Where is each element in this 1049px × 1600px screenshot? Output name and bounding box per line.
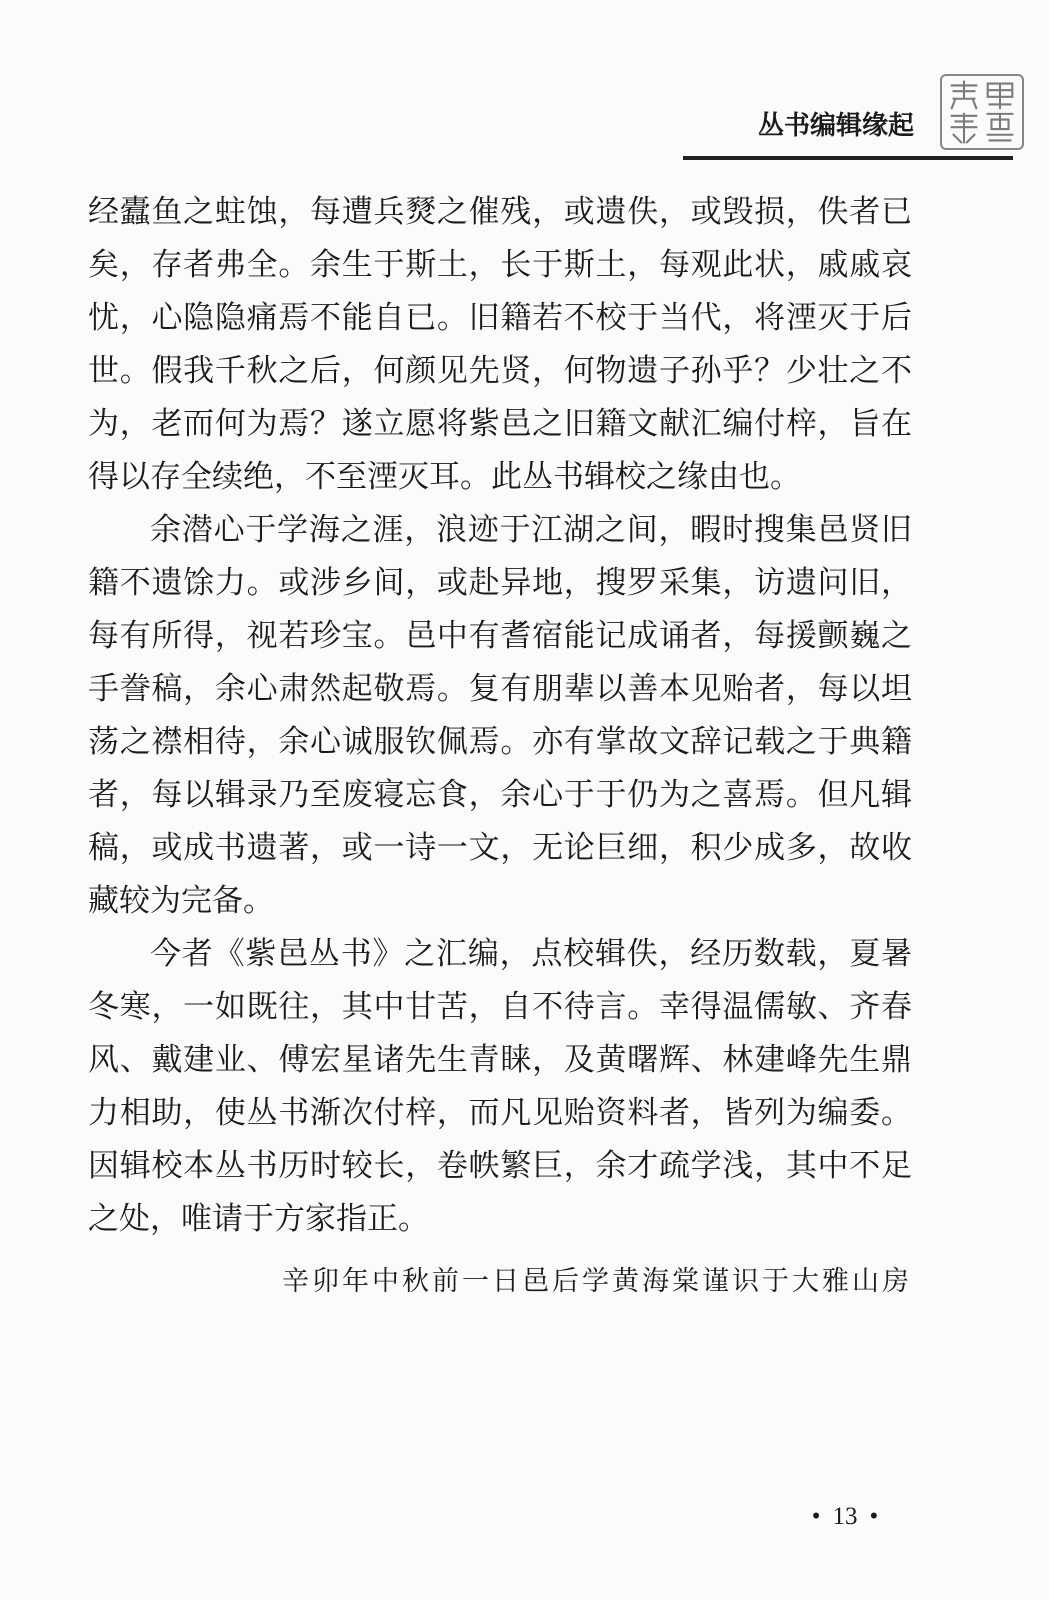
paragraph-1: 经蠹鱼之蛀蚀，每遭兵燹之催残，或遗佚，或毁损，佚者已矣，存者弗全。余生于斯土，长于斯土，每观此状，戚戚哀忧，心隐隐痛焉不能自已。旧籍若不校于当代，将湮灭于后世。假我千秋之后，何颜见先贤，何物遗子孙乎？少壮之不为，老而何为焉？遂立愿将紫邑之旧籍文献汇编付梓，旨在得以存全续绝，不至湮灭耳。此丛书辑校之缘由也。 [88,194,912,495]
paragraph-2: 余潜心于学海之涯，浪迹于江湖之间，暇时搜集邑贤旧籍不遗馀力。或涉乡间，或赴异地，搜罗采集，访遗问旧，每有所得，视若珍宝。邑中有耆宿能记成诵者，每援颤巍之手誊稿，余心肃然起敬焉。复有朋辈以善本见贻者，每以坦荡之襟相待，余心诚服钦佩焉。亦有掌故文辞记载之于典籍者，每以辑录乃至废寝忘食，余心于于仍为之喜焉。但凡辑稿，或成书遗著，或一诗一文，无论巨细，积少成多，故收藏较为完备。 [88,512,912,919]
paragraph-3: 今者《紫邑丛书》之汇编，点校辑佚，经历数载，夏暑冬寒，一如既往，其中甘苦，自不待言。幸得温儒敏、齐春风、戴建业、傅宏星诸先生青睐，及黄曙辉、林建峰先生鼎力相助，使丛书渐次付梓，而凡见贻资料者，皆列为编委。因辑校本丛书历时较长，卷帙繁巨，余才疏学浅，其中不足之处，唯请于方家指正。 [88,936,912,1237]
seal-stamp-glyphs [942,76,1022,148]
header-rule [683,156,1013,160]
running-title: 丛书编辑缘起 [757,111,914,141]
page-number-dot-left: • [811,1503,821,1530]
body-text [88,186,912,1246]
signature-line: 辛卯年中秋前一日邑后学黄海棠谨识于大雅山房 [282,1266,912,1297]
page-number-footer [780,1500,910,1534]
page-number-dot-right: • [869,1503,879,1530]
seal-stamp [940,74,1024,150]
page-number: 13 [832,1503,858,1530]
